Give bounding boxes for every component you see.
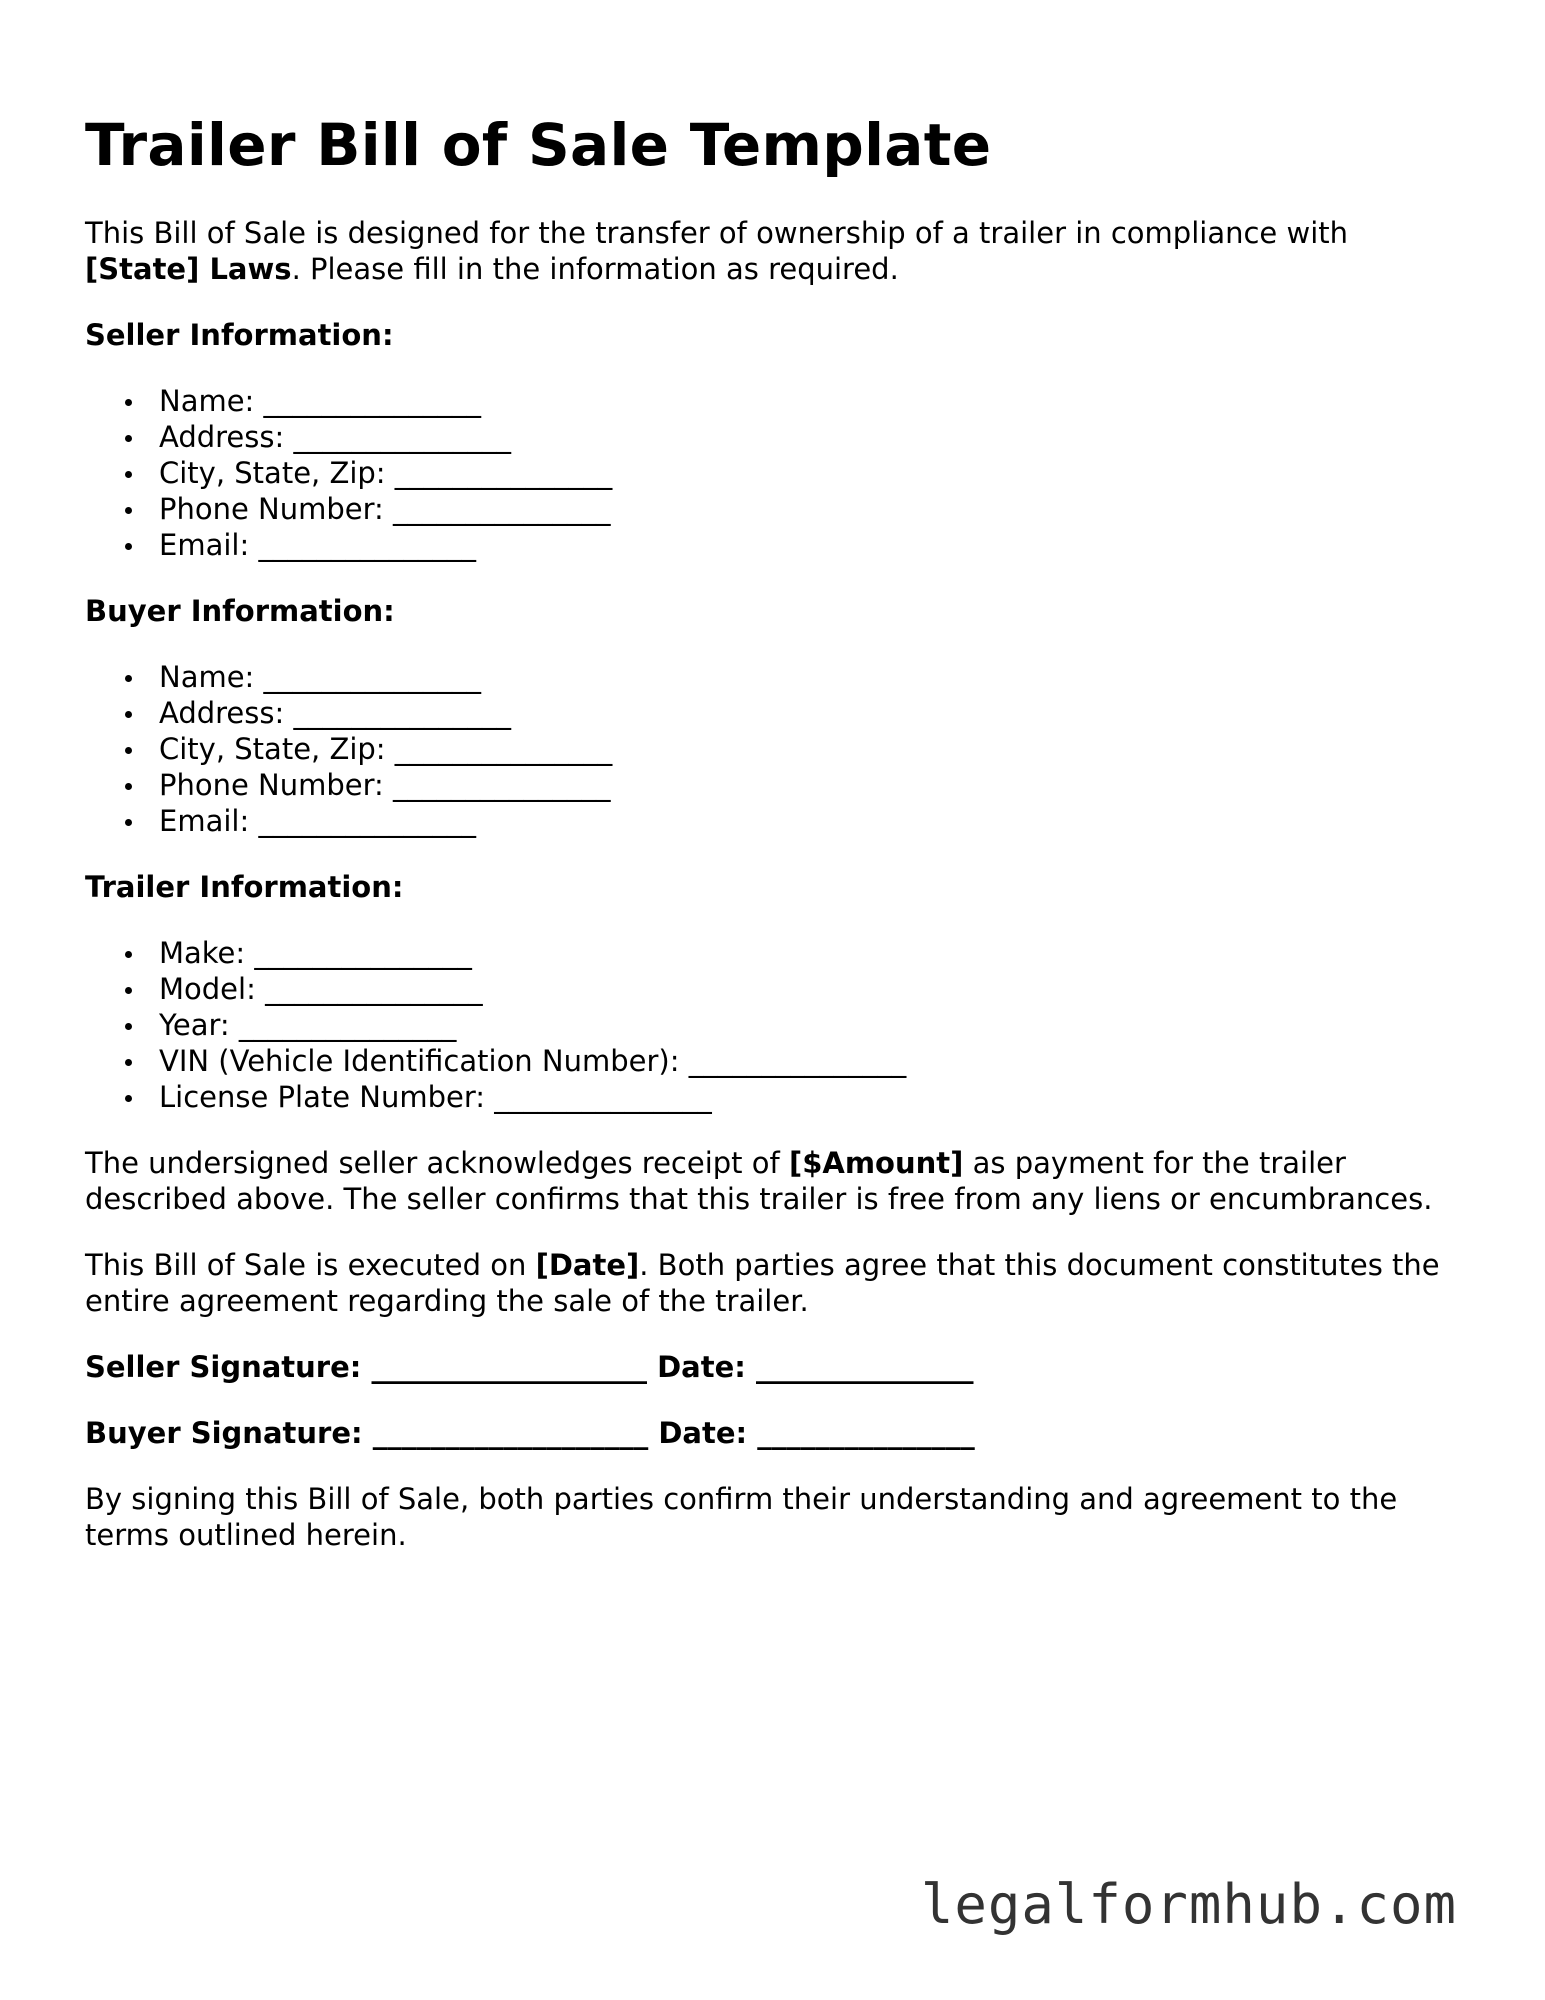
intro-text-after: . Please fill in the information as required. [291,252,899,286]
field-label: VIN (Vehicle Identification Number): [159,1044,680,1078]
buyer-signature-field[interactable]: ___________________ [372,1416,649,1450]
seller-date-field[interactable]: _______________ [756,1350,974,1384]
buyer-signature-label: Buyer Signature: [85,1416,363,1450]
buyer-signature-line [85,1415,1465,1451]
seller-signature-field[interactable]: ___________________ [371,1350,647,1384]
trailer-year-item [125,1007,1465,1043]
trailer-make-field[interactable]: _______________ [254,936,472,970]
trailer-license-plate-field[interactable]: _______________ [494,1080,712,1114]
closing-paragraph: By signing this Bill of Sale, both parties confirm their understanding and agreement to the terms outlined herein. [85,1482,1398,1552]
buyer-address-item [125,695,1465,731]
buyer-section-heading: Buyer Information: [85,594,395,628]
buyer-address-field[interactable]: _______________ [293,696,511,730]
intro-paragraph [85,215,1465,287]
buyer-date-field[interactable]: _______________ [757,1416,975,1450]
field-label: License Plate Number: [159,1080,486,1114]
seller-phone-item [125,491,1465,527]
trailer-vin-field[interactable]: _______________ [688,1044,907,1078]
field-label: Year: [159,1008,230,1042]
seller-address-item [125,419,1465,455]
trailer-model-field[interactable]: _______________ [265,972,483,1006]
seller-date-label: Date: [657,1350,746,1384]
buyer-date-label: Date: [658,1416,748,1450]
payment-paragraph [85,1145,1465,1217]
field-label: City, State, Zip: [159,732,386,766]
buyer-phone-field[interactable]: _______________ [393,768,611,802]
trailer-vin-item [125,1043,1465,1079]
field-label: Name: [159,384,255,418]
seller-section-heading: Seller Information: [85,318,394,352]
buyer-email-field[interactable]: _______________ [258,804,476,838]
payment-amount: [$Amount] [788,1146,964,1180]
seller-signature-line [85,1349,1465,1385]
buyer-city-state-zip-field[interactable]: _______________ [394,732,613,766]
document-title: Trailer Bill of Sale Template [85,111,992,179]
payment-text-after: as payment for the trailer described above. The seller confirms that this trailer is free from any liens or encumbrances. [85,1146,1433,1216]
execution-text-before: This Bill of Sale is executed on [85,1248,536,1282]
seller-signature-label: Seller Signature: [85,1350,362,1384]
trailer-year-field[interactable]: _______________ [238,1008,457,1042]
intro-state-laws: [State] Laws [85,252,292,286]
trailer-info-list [85,935,1465,1115]
field-label: Address: [159,696,285,730]
field-label: Make: [159,936,246,970]
seller-name-item [125,383,1465,419]
field-label: Model: [159,972,256,1006]
trailer-model-item [125,971,1465,1007]
field-label: Name: [159,660,255,694]
seller-phone-field[interactable]: _______________ [393,492,611,526]
execution-date: [Date] [535,1248,640,1282]
field-label: Phone Number: [159,768,384,802]
buyer-email-item [125,803,1465,839]
field-label: Phone Number: [159,492,384,526]
buyer-name-field[interactable]: _______________ [263,660,482,694]
watermark-brand: legalformhub.com [920,1873,1457,1936]
buyer-info-list [85,659,1465,839]
seller-address-field[interactable]: _______________ [293,420,511,454]
execution-text-after: . Both parties agree that this document constitutes the entire agreement regarding the sale of the trailer. [85,1248,1440,1318]
buyer-city-state-zip-item [125,731,1465,767]
payment-text-before: The undersigned seller acknowledges receipt of [85,1146,789,1180]
trailer-make-item [125,935,1465,971]
intro-text-before: This Bill of Sale is designed for the transfer of ownership of a trailer in compliance with [85,216,1349,250]
seller-name-field[interactable]: _______________ [263,384,482,418]
execution-paragraph [85,1247,1465,1319]
field-label: Email: [159,528,250,562]
field-label: Address: [159,420,285,454]
buyer-phone-item [125,767,1465,803]
seller-info-list [85,383,1465,563]
seller-city-state-zip-field[interactable]: _______________ [394,456,613,490]
seller-city-state-zip-item [125,455,1465,491]
buyer-name-item [125,659,1465,695]
seller-email-field[interactable]: _______________ [258,528,476,562]
seller-email-item [125,527,1465,563]
field-label: City, State, Zip: [159,456,386,490]
field-label: Email: [159,804,250,838]
document-page [85,105,1465,1583]
trailer-license-plate-item [125,1079,1465,1115]
trailer-section-heading: Trailer Information: [85,870,404,904]
